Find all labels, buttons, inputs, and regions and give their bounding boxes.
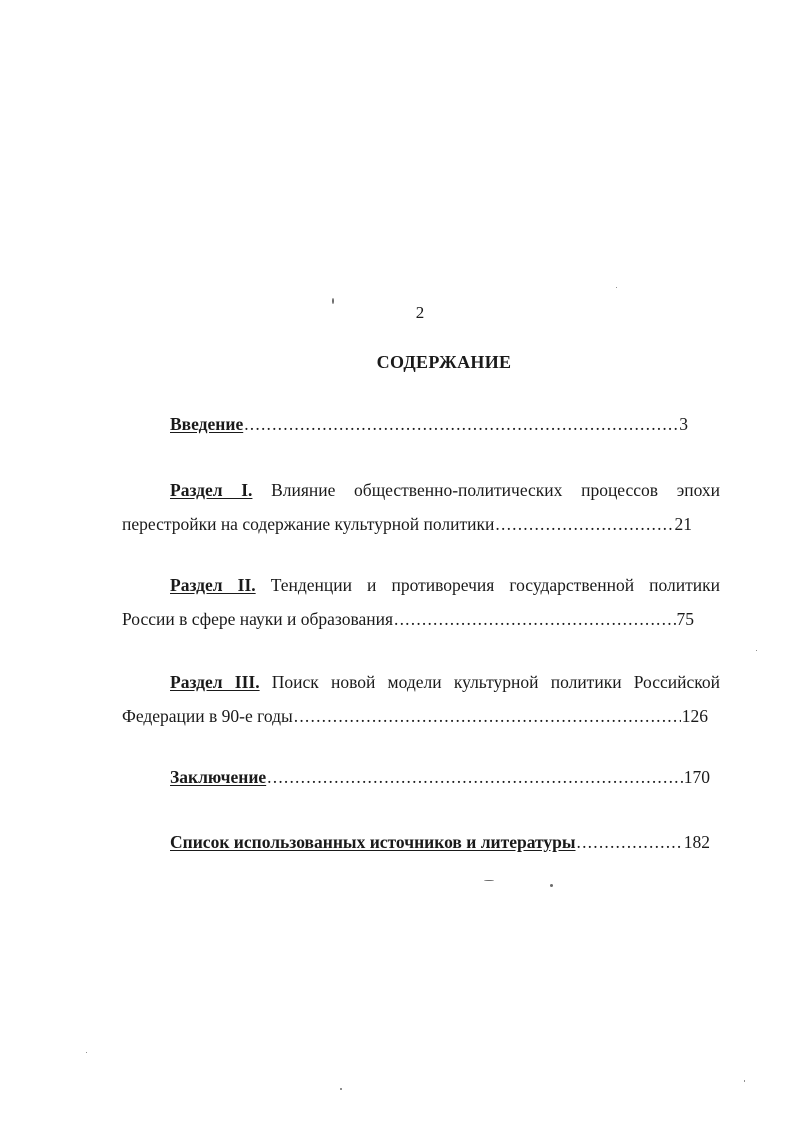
dot-leader (577, 832, 683, 853)
page-title: СОДЕРЖАНИЕ (376, 352, 512, 372)
page-number: 2 (415, 303, 425, 322)
toc-entry-section-1 (122, 480, 720, 538)
dot-leader (294, 706, 681, 727)
toc-label-section-2: Раздел II. (170, 575, 256, 595)
toc-label-intro: Введение (170, 414, 244, 434)
toc-entry-section-2 (122, 575, 720, 633)
toc-label-section-1: Раздел I. (170, 480, 253, 500)
dot-leader (244, 414, 678, 435)
toc-page-references: 182 (683, 832, 710, 852)
toc-entry-conclusion (170, 767, 710, 791)
toc-page-conclusion: 170 (683, 767, 710, 787)
dot-leader (394, 609, 675, 630)
toc-text-section-1-line-1: Влияние общественно-политических процессов эпохи (271, 480, 721, 500)
toc-label-section-3: Раздел III. (170, 672, 260, 692)
toc-text-section-3-line-1: Поиск новой модели культурной политики Российской (271, 672, 720, 692)
dot-leader (267, 767, 683, 788)
toc-entry-intro (170, 414, 688, 438)
toc-entry-references (170, 832, 710, 856)
toc-page-intro: 3 (679, 414, 688, 434)
toc-text-section-2-line-1: Тенденции и противоречия государственной политики (270, 575, 721, 595)
toc-text-section-3-line-2: Федерации в 90-е годы (122, 706, 293, 726)
toc-page-section-2: 75 (676, 609, 694, 629)
toc-label-conclusion: Заключение (170, 767, 267, 787)
toc-label-references: Список использованных источников и литературы (170, 832, 576, 852)
toc-page-section-3: 126 (681, 706, 708, 726)
toc-text-section-1-line-2: перестройки на содержание культурной политики (122, 514, 495, 534)
toc-page-section-1: 21 (674, 514, 692, 534)
toc-text-section-2-line-2: России в сфере науки и образования (122, 609, 394, 629)
toc-entry-section-3 (122, 672, 720, 730)
dot-leader (495, 514, 673, 535)
